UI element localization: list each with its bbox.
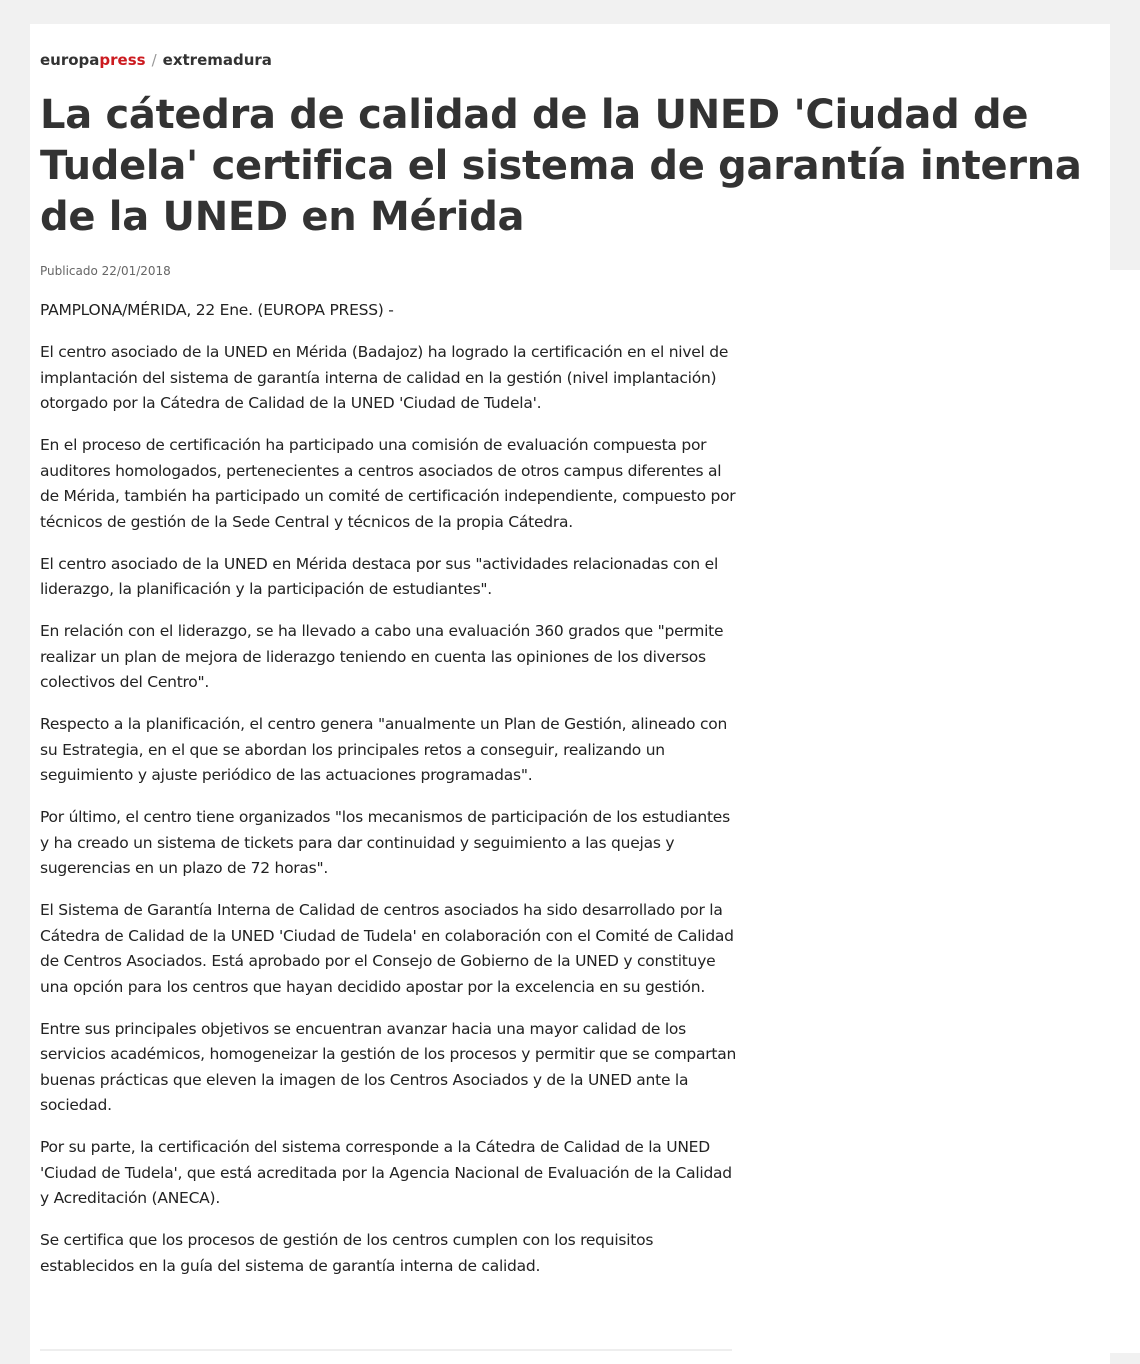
- publish-date: Publicado 22/01/2018: [40, 264, 171, 278]
- divider: [40, 1349, 732, 1351]
- article-title: La cátedra de calidad de la UNED 'Ciudad de Tudela' certifica el sistema de garantía interna de la UNED en Mérida: [40, 92, 1082, 240]
- article-paragraph: Respecto a la planificación, el centro genera "anualmente un Plan de Gestión, alineado con su Estrategia, en el que se abordan los principales retos a conseguir, realizando un seguimiento y ajuste periódico de las actuaciones programadas".: [40, 715, 728, 784]
- article-body: [40, 298, 740, 1296]
- home-logo-link[interactable]: [40, 51, 146, 69]
- article-paragraph: En relación con el liderazgo, se ha llevado a cabo una evaluación 360 grados que "permite realizar un plan de mejora de liderazgo teniendo en cuenta las opiniones de los diversos colectivos del Centro".: [40, 622, 724, 691]
- breadcrumb-separator: /: [151, 51, 157, 69]
- article-paragraph: El centro asociado de la UNED en Mérida (Badajoz) ha logrado la certificación en el nivel de implantación del sistema de garantía interna de calidad en la gestión (nivel implantación) otorgado por la Cátedra de Calidad de la UNED 'Ciudad de Tudela'.: [40, 343, 729, 412]
- article-paragraph: El centro asociado de la UNED en Mérida destaca por sus "actividades relacionadas con el liderazgo, la planificación y la participación de estudiantes".: [40, 554, 718, 598]
- brand-name-part2: press: [99, 51, 146, 69]
- article-page: [30, 24, 1110, 1364]
- article-paragraph: Por su parte, la certificación del sistema corresponde a la Cátedra de Calidad de la UNED 'Ciudad de Tudela', que está acreditada por la Agencia Nacional de Evaluación de la Calidad y Acreditación (ANECA).: [40, 1138, 732, 1207]
- article-paragraph: El Sistema de Garantía Interna de Calidad de centros asociados ha sido desarrollado por la Cátedra de Calidad de la UNED 'Ciudad de Tudela' en colaboración con el Comité de Calidad de Centros Asociados. Está aprobado por el Consejo de Gobierno de la UNED y constituye una opción para los centros que hayan decidido apostar por la excelencia en su gestión.: [40, 901, 734, 996]
- section-link[interactable]: extremadura: [162, 51, 272, 69]
- article-paragraph: PAMPLONA/MÉRIDA, 22 Ene. (EUROPA PRESS) -: [40, 301, 394, 319]
- article-paragraph: Se certifica que los procesos de gestión de los centros cumplen con los requisitos establecidos en la guía del sistema de garantía interna de calidad.: [40, 1231, 654, 1275]
- brand-name-part1: europa: [40, 51, 100, 69]
- article-paragraph: Por último, el centro tiene organizados "los mecanismos de participación de los estudiantes y ha creado un sistema de tickets para dar continuidad y seguimiento a las quejas y sugerencias en un plazo de 72 horas".: [40, 808, 730, 877]
- article-paragraph: En el proceso de certificación ha participado una comisión de evaluación compuesta por auditores homologados, pertenecientes a centros asociados de otros campus diferentes al de Mérida, también ha participado un comité de certificación independiente, compuesto por técnicos de gestión de la Sede Central y técnicos de la propia Cátedra.: [40, 436, 736, 531]
- right-column-background: [1110, 270, 1140, 1353]
- article-paragraph: Entre sus principales objetivos se encuentran avanzar hacia una mayor calidad de los servicios académicos, homogeneizar la gestión de los procesos y permitir que se compartan buenas prácticas que eleven la imagen de los Centros Asociados y de la UNED ante la sociedad.: [40, 1019, 737, 1114]
- breadcrumb: [40, 51, 272, 69]
